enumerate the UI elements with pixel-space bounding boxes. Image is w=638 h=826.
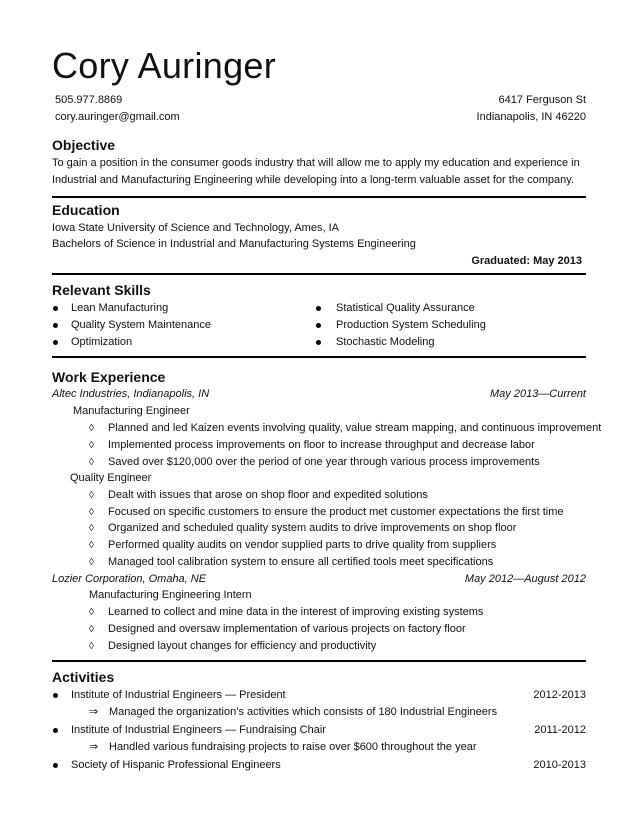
activity-item [53,687,58,703]
skill-label: Statistical Quality Assurance [336,302,475,314]
skill-item [53,317,58,333]
diamond-icon: ◊ [89,440,94,451]
activity-years: 2012-2013 [533,689,586,701]
job-role-title: Manufacturing Engineer [73,405,190,417]
divider [52,356,586,358]
activity-name: Institute of Industrial Engineers — Fundraising Chair [71,724,326,736]
job-company: Altec Industries, Indianapolis, IN [52,388,210,400]
bullet-icon [316,340,321,345]
skill-item [316,300,321,316]
activity-years: 2011-2012 [534,724,586,736]
objective-line2: Industrial and Manufacturing Engineering while developing into a long-term valuable asset for the company. [52,174,574,186]
section-title-activities: Activities [52,669,115,685]
diamond-icon: ◊ [89,423,94,434]
education-degree: Bachelors of Science in Industrial and Manufacturing Systems Engineering [52,238,416,250]
skill-item [316,317,321,333]
diamond-icon: ◊ [89,507,94,518]
activity-item [53,757,58,773]
skill-label: Quality System Maintenance [71,319,212,331]
address-line2: Indianapolis, IN 46220 [476,111,586,123]
diamond-icon: ◊ [89,523,94,534]
candidate-name: Cory Auringer [52,45,276,86]
skill-item [53,300,58,316]
bullet-icon [316,323,321,328]
skill-label: Stochastic Modeling [336,336,435,348]
bullet-icon [53,306,58,311]
education-school: Iowa State University of Science and Technology, Ames, IA [52,222,339,234]
divider [52,196,586,198]
email: cory.auringer@gmail.com [55,111,180,123]
bullet-icon [53,763,58,768]
skill-item [316,334,321,350]
job-bullet: Focused on specific customers to ensure the product met customer expectations the first time [108,506,564,518]
job-dates: May 2013—Current [490,388,586,400]
job-role-title: Manufacturing Engineering Intern [89,589,252,601]
job-bullet: Performed quality audits on vendor supplied parts to drive quality from suppliers [108,539,497,551]
objective-line1: To gain a position in the consumer goods industry that will allow me to apply my education and experience in [52,157,580,169]
activity-detail: Managed the organization’s activities which consists of 180 Industrial Engineers [109,706,498,718]
job-bullet: Saved over $120,000 over the period of one year through various process improvements [108,456,540,468]
divider [52,660,586,662]
job-bullet: Designed and oversaw implementation of various projects on factory floor [108,623,466,635]
activity-detail: Handled various fundraising projects to raise over $600 throughout the year [109,741,477,753]
diamond-icon: ◊ [89,557,94,568]
diamond-icon: ◊ [89,490,94,501]
section-title-work: Work Experience [52,369,166,385]
diamond-icon: ◊ [89,540,94,551]
activity-name: Society of Hispanic Professional Engineers [71,759,281,771]
activity-item [53,722,58,738]
job-bullet: Planned and led Kaizen events involving quality, value stream mapping, and continuous improvement [108,422,602,434]
bullet-icon [53,323,58,328]
divider [52,273,586,275]
diamond-icon: ◊ [89,624,94,635]
activity-name: Institute of Industrial Engineers — President [71,689,286,701]
section-title-skills: Relevant Skills [52,282,151,298]
arrow-icon: ⇒ [89,741,99,753]
job-bullet: Organized and scheduled quality system audits to drive improvements on shop floor [108,522,517,534]
job-company: Lozier Corporation, Omaha, NE [52,573,207,585]
skill-label: Optimization [71,336,133,348]
diamond-icon: ◊ [89,641,94,652]
job-role-title: Quality Engineer [70,472,152,484]
section-title-objective: Objective [52,137,116,153]
bullet-icon [53,693,58,698]
section-title-education: Education [52,202,120,218]
bullet-icon [316,306,321,311]
diamond-icon: ◊ [89,607,94,618]
activity-years: 2010-2013 [533,759,586,771]
job-bullet: Learned to collect and mine data in the interest of improving existing systems [108,606,484,618]
job-dates: May 2012—August 2012 [464,573,586,585]
job-bullet: Implemented process improvements on floor to increase throughput and decrease labor [108,439,535,451]
skill-label: Lean Manufacturing [71,302,169,314]
job-bullet: Dealt with issues that arose on shop floor and expedited solutions [108,489,428,501]
job-bullet: Designed layout changes for efficiency and productivity [108,640,377,652]
address-line1: 6417 Ferguson St [498,94,586,106]
phone: 505.977.8869 [55,94,123,106]
bullet-icon [53,728,58,733]
arrow-icon: ⇒ [89,706,99,718]
job-bullet: Managed tool calibration system to ensure all certified tools meet specifications [108,556,494,568]
skill-item [53,334,58,350]
skill-label: Production System Scheduling [336,319,486,331]
education-graduated: Graduated: May 2013 [471,255,582,267]
bullet-icon [53,340,58,345]
diamond-icon: ◊ [89,457,94,468]
